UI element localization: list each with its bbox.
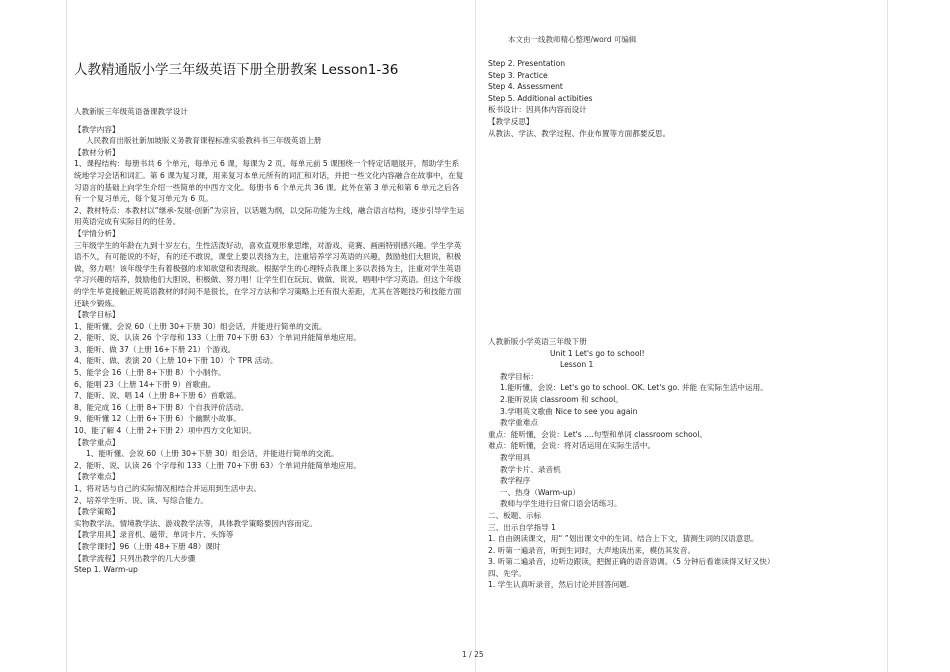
section-heading: 【教学反思】	[488, 116, 534, 126]
text-paragraph: 三年级学生的年龄在九到十岁左右，生性活泼好动，喜欢直观形象思维，对游戏、竞赛、画画特别感兴趣。学生学英语不久，有可能说的不好，有的还不敢说，课堂上要以表扬为主，注重培养学习英语的兴趣，鼓励他们大胆说，积极做，努力唱！该年级学生有着极强的求知欲望和表现欲。根据学生的心理特点我课上多以表扬为主，注重对学生英语学习兴趣的培养，鼓励他们大胆说、积极做、努力唱！让学生们在玩玩、做做、说说、唱唱中学习英语。但这个年级的学生毕竟接触正规英语教材的时间不是很长，在学习方法和学习策略上还有很大差距，尤其在答题技巧和技能方面还缺少锻炼。	[74, 240, 462, 308]
list-item: 3、能听、做 37（上册 16+下册 21）个游戏。	[74, 344, 236, 354]
section-heading: 【学情分析】	[74, 228, 120, 238]
text-line: 【教学流程】只列出教学的几大步骤	[74, 553, 196, 563]
text-line: 人教新版三年级英语备课教学设计	[74, 107, 188, 116]
list-item: 3.学唱英文歌曲 Nice to see you again	[500, 406, 638, 416]
text-line: 【教学用具】录音机、磁带、单词卡片、头饰等	[74, 530, 234, 540]
list-item: 4、能听、做、表演 20（上册 10+下册 10）个 TPR 活动。	[74, 356, 278, 366]
step-line: Step 5. Additional actibities	[488, 93, 593, 103]
header-note: 本文由一线教师精心整理/word 可编辑	[508, 35, 637, 44]
unit-title: Unit 1 Let's go to school!	[550, 348, 645, 358]
list-item: 9、能听懂 12（上册 6+下册 6）个幽默小故事。	[74, 414, 241, 424]
text-line: 教师与学生进行日常口语会话练习。	[500, 499, 622, 509]
list-item: 10、能了解 4（上册 2+下册 2）项中西方文化知识。	[74, 426, 257, 436]
text-paragraph: 2、教材特点：本教材以“继承-发展-创新”为宗旨，以话题为纲，以交际功能为主线，融合语言结构，逐步引导学生运用英语完成有实际目的的任务。	[74, 205, 465, 227]
list-item: 7、能听、说、唱 14（上册 8+下册 6）首歌谣。	[74, 391, 241, 401]
text-line: 从教法、学法、教学过程、作业布置等方面都要反思。	[488, 128, 671, 138]
page-number: 1 / 25	[462, 650, 484, 659]
text-line: 教学用具	[500, 452, 531, 462]
text-line: 一、热身（Warm-up）	[500, 487, 580, 497]
list-item: 8、能完成 16（上册 8+下册 8）个自我评价活动。	[74, 402, 249, 412]
section-heading: 【教材分析】	[74, 147, 120, 157]
section-heading: 【教学目标】	[74, 310, 120, 320]
right-column-bottom	[488, 336, 888, 591]
list-item: 1. 自由朗读课文，用“ ”划出课文中的生词。结合上下文，猜测生词的汉语意思。	[488, 534, 759, 544]
column-guide-line-left	[66, 0, 67, 672]
list-item: 1、能听懂、会说 60（上册 30+下册 30）组会话，并能进行简单的交流。	[86, 449, 339, 459]
list-item: 3. 听第二遍录音，边听边跟读，把握正确的语音语调。（5 分钟后看谁读得又好又快）	[488, 557, 775, 567]
text-line: 难点：能听懂，会说：将对话运用在实际生活中。	[488, 441, 656, 451]
text-line: Step 1. Warm-up	[74, 565, 138, 575]
text-line: 三、出示自学指导 1	[488, 522, 556, 532]
list-item: 1、将对话与自己的实际情况相结合并运用到生活中去。	[74, 484, 262, 493]
text-line: 教学目标：	[500, 371, 538, 381]
text-line: 人民教育出版社新加坡版义务教育课程标准实验教科书三年级英语上册	[86, 136, 322, 146]
text-line: 重点：能听懂，会说：Let's ....句型和单词 classroom school。	[488, 429, 708, 439]
column-guide-line-middle	[475, 0, 476, 672]
list-item: 2、能听、说、认读 26 个字母和 133（上册 70+下册 63）个单词并能简单地应用。	[74, 460, 361, 470]
step-line: Step 2. Presentation	[488, 59, 566, 68]
section-heading: 【教学内容】	[74, 124, 120, 134]
lesson-title: Lesson 1	[560, 360, 594, 370]
step-line: Step 3. Practice	[488, 70, 548, 80]
list-item: 1. 学生认真听录音，然后讨论并回答问题.	[488, 580, 630, 590]
text-line: 教学重难点	[500, 418, 538, 428]
text-line: 实物教学法、情境教学法、游戏教学法等，具体教学策略要因内容而定。	[74, 518, 317, 528]
text-line: 教学程序	[500, 476, 531, 486]
text-line: 教学卡片、录音机	[500, 464, 561, 474]
text-paragraph: 1、课程结构：每册书共 6 个单元，每单元 6 课，每课为 2 页。每单元前 5 课围绕一个特定话题展开，帮助学生系统地学习会话和词汇。第 6 课为复习课，用来复习本单元所有的词汇和对话，并把一些文化内容融合在故事中，在复习语言的基础上向学生介绍一些简单的中西方文化。每册书 6 个单元共 36 课。此外在第 3 单元和第 6 单元之后各有一个复习单元，每个复习单元为 6 页。	[74, 159, 464, 204]
right-column-top	[488, 58, 888, 139]
list-item: 1、能听懂、会说 60（上册 30+下册 30）组会话，并能进行简单的交流。	[74, 321, 327, 331]
section-heading: 【教学难点】	[74, 472, 120, 482]
section-heading: 【教学策略】	[74, 507, 120, 517]
section-heading: 【教学重点】	[74, 437, 120, 447]
list-item: 2.能听说读 classroom 和 school。	[500, 394, 623, 404]
text-line: 【教学课时】96（上册 48+下册 48）课时	[74, 541, 221, 551]
step-line: Step 4. Assessment	[488, 82, 563, 92]
document-title: 人教精通版小学三年级英语下册全册教案 Lesson1-36	[74, 62, 399, 78]
lesson-heading: 人教新版小学英语三年级下册	[488, 337, 587, 346]
text-line: 二、板题、示标	[488, 510, 542, 520]
text-line: 板书设计：因具体内容而设计	[488, 105, 587, 115]
list-item: 2、能听、说、认读 26 个字母和 133（上册 70+下册 63）个单词并能简单地应用。	[74, 333, 361, 343]
list-item: 5、能学会 16（上册 8+下册 8）个小制作。	[74, 368, 226, 378]
list-item: 1.能听懂、会说：Let's go to school. OK. Let's go. 并能 在实际生活中运用。	[500, 383, 768, 393]
left-column	[74, 106, 466, 576]
text-line: 四、先学。	[488, 568, 526, 578]
list-item: 2、培养学生听、说、读、写综合能力。	[74, 495, 208, 505]
list-item: 2. 听第一遍录音，听到生词时，大声地读出来，模仿其发音。	[488, 545, 696, 555]
list-item: 6、能唱 23（上册 14+下册 9）首歌曲。	[74, 379, 216, 389]
